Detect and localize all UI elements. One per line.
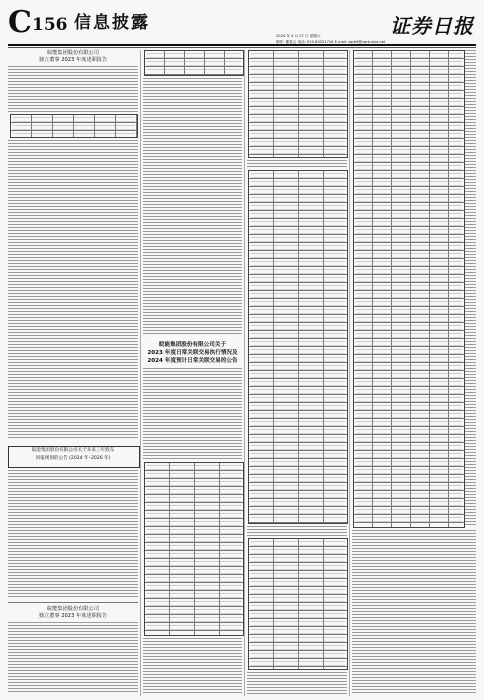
text-block <box>143 78 242 336</box>
text-block <box>8 66 138 112</box>
masthead-rule <box>8 44 476 46</box>
text-block <box>8 140 138 440</box>
data-table <box>248 50 348 158</box>
page-number: 156 <box>32 15 68 35</box>
text-block <box>143 638 242 694</box>
text-block <box>247 672 347 694</box>
article-title-bottom: 独立董事 2023 年度述职报告 <box>38 613 108 619</box>
issue-date: 2024 年 4 月 27 日 星期六 <box>276 34 321 38</box>
center-article-title-2: 2024 年度预计日常关联交易的公告 <box>147 358 238 364</box>
text-block <box>143 368 242 460</box>
text-block <box>247 160 347 168</box>
related-transactions-table <box>248 170 348 524</box>
divider <box>8 602 138 603</box>
column-rule <box>140 50 141 696</box>
text-block <box>247 526 347 536</box>
data-table <box>10 114 138 138</box>
center-article-company: 皖能集团股份有限公司关于 <box>158 342 227 348</box>
column-rule <box>349 50 350 696</box>
editor-contact: 制作: 董春云 电话: 010-83251716 E-mail: zqrb9@zqrb.sina.net <box>276 40 386 44</box>
data-table <box>248 538 348 670</box>
related-parties-table <box>353 50 465 528</box>
article-company-bottom: 皖能集团股份有限公司 <box>47 606 99 612</box>
article-company-top: 皖能集团股份有限公司 <box>47 50 99 56</box>
section-title: 信息披露 <box>74 13 150 33</box>
side-notes <box>465 50 476 526</box>
column-rule <box>244 50 245 696</box>
text-block <box>352 530 476 694</box>
article-title-top: 独立董事 2023 年度述职报告 <box>38 57 108 63</box>
center-article-title-1: 2023 年度日常关联交易执行情况及 <box>147 350 238 356</box>
section-letter: C <box>8 5 32 40</box>
text-block <box>8 470 138 598</box>
plan-heading-company: 皖能集团股份有限公司关于未来三年股东 <box>31 448 115 453</box>
plan-heading-title: 回报规划的公告 (2024 年–2026 年) <box>35 456 111 461</box>
masthead <box>8 6 476 46</box>
related-transactions-table <box>144 462 244 636</box>
text-block <box>8 622 138 694</box>
data-table <box>144 50 244 76</box>
newspaper-logo: 证券日报 <box>390 14 474 38</box>
masthead-rule-thin <box>8 47 476 48</box>
